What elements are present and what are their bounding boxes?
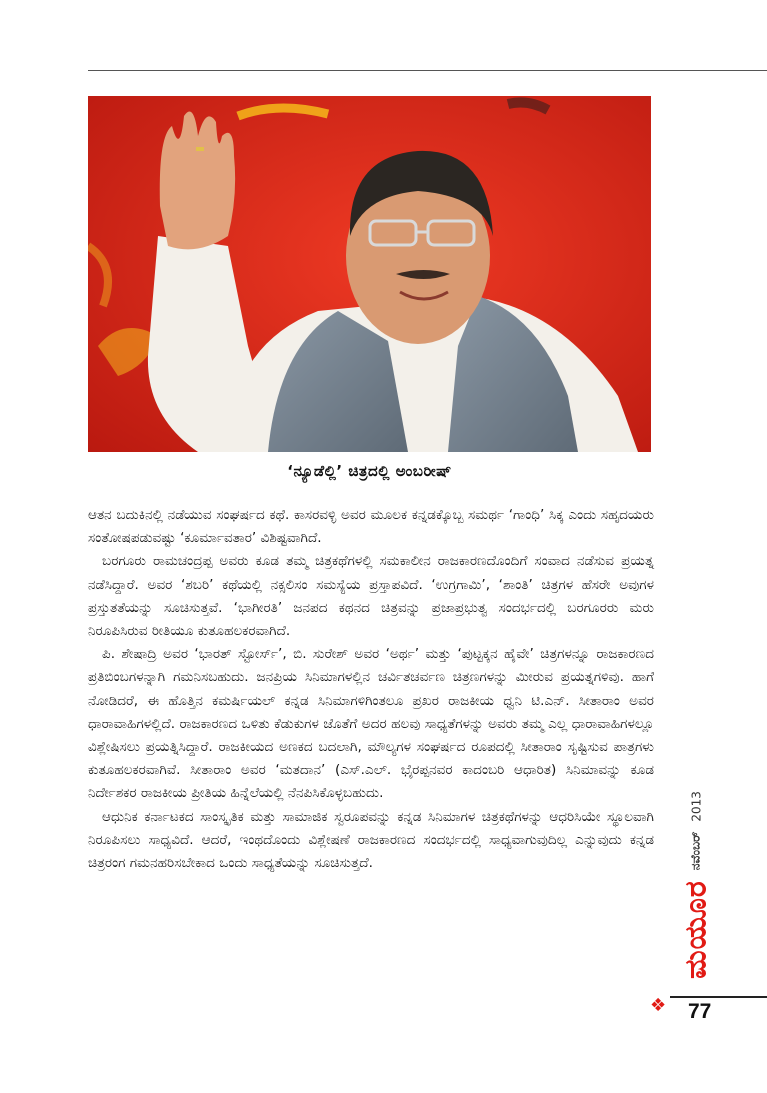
article-paragraph: ಪಿ. ಶೇಷಾದ್ರಿ ಅವರ ‘ಭಾರತ್ ಸ್ಟೋರ್ಸ್’, ಬಿ. ಸುರೇಶ್ ಅವರ ‘ಅರ್ಥ’ ಮತ್ತು ‘ಪುಟ್ಟಕ್ಕನ ಹೈವೇ’ ಚಿತ್ರಗಳನ್ನೂ ರಾಜಕಾರಣದ ಪ್ರತಿಬಿಂಬಗಳನ್ನಾಗಿ ಗಮನಿಸಬಹುದು. ಜನಪ್ರಿಯ ಸಿನಿಮಾಗಳಲ್ಲಿನ ಚರ್ವಿತಚರ್ವಣ ಚಿತ್ರಣಗಳನ್ನು ಮೀರುವ ಪ್ರಯತ್ನಗಳಿವು. ಹಾಗೆ ನೋಡಿದರೆ, ಈ ಹೊತ್ತಿನ ಕಮರ್ಷಿಯಲ್ ಕನ್ನಡ ಸಿನಿಮಾಗಳಿಗಿಂತಲೂ ಪ್ರಖರ ರಾಜಕೀಯ ಧ್ವನಿ ಟಿ.ಎನ್. ಸೀತಾರಾಂ ಅವರ ಧಾರಾವಾಹಿಗಳಲ್ಲಿದೆ. ರಾಜಕಾರಣದ ಒಳಿತು ಕೆಡುಕುಗಳ ಜೊತೆಗೆ ಅದರ ಹಲವು ಸಾಧ್ಯತೆಗಳನ್ನು ಅವರು ತಮ್ಮ ಎಲ್ಲ ಧಾರಾವಾಹಿಗಳಲ್ಲೂ ವಿಶ್ಲೇಷಿಸಲು ಪ್ರಯತ್ನಿಸಿದ್ದಾರೆ. ರಾಜಕೀಯದ ಅಣಕದ ಬದಲಾಗಿ, ಮೌಲ್ಯಗಳ ಸಂಘರ್ಷದ ರೂಪದಲ್ಲಿ ಸೀತಾರಾಂ ಸೃಷ್ಟಿಸುವ ಪಾತ್ರಗಳು ಕುತೂಹಲಕರವಾಗಿವೆ. ಸೀತಾರಾಂ ಅವರ ‘ಮತದಾನ’ (ಎಸ್.ಎಲ್. ಭೈರಪ್ಪನವರ ಕಾದಂಬರಿ ಆಧಾರಿತ) ಸಿನಿಮಾವನ್ನು ಕೂಡ ನಿರ್ದೇಶಕರ ರಾಜಕೀಯ ಪ್ರೀತಿಯ ಹಿನ್ನೆಲೆಯಲ್ಲಿ ನೆನಪಿಸಿಕೊಳ್ಳಬಹುದು.: [88, 646, 654, 802]
article-body: [88, 504, 654, 875]
page-number: 77: [688, 1000, 712, 1023]
article-paragraph: ಆತನ ಬದುಕಿನಲ್ಲಿ ನಡೆಯುವ ಸಂಘರ್ಷದ ಕಥೆ. ಕಾಸರವಳ್ಳಿ ಅವರ ಮೂಲಕ ಕನ್ನಡಕ್ಕೊಬ್ಬ ಸಮರ್ಥ ‘ಗಾಂಧಿ’ ಸಿಕ್ಕ ಎಂದು ಸಹೃದಯರು ಸಂತೋಷಪಡುವಷ್ಟು ‘ಕೂರ್ಮಾವತಾರ’ ವಿಶಿಷ್ಟವಾಗಿದೆ.: [88, 507, 654, 547]
article-photo: [88, 96, 651, 452]
magazine-name: ಮಯೂರ: [678, 880, 714, 979]
header-rule: [88, 70, 767, 71]
footer-rule: [670, 996, 767, 998]
photo-caption: ‘ನ್ಯೂಡೆಲ್ಲಿ’ ಚಿತ್ರದಲ್ಲಿ ಅಂಬರೀಷ್: [287, 462, 452, 480]
article-paragraph: ಬರಗೂರು ರಾಮಚಂದ್ರಪ್ಪ ಅವರು ಕೂಡ ತಮ್ಮ ಚಿತ್ರಕಥೆಗಳಲ್ಲಿ ಸಮಕಾಲೀನ ರಾಜಕಾರಣದೊಂದಿಗೆ ಸಂವಾದ ನಡೆಸುವ ಪ್ರಯತ್ನ ನಡೆಸಿದ್ದಾರೆ. ಅವರ ‘ಶಬರಿ’ ಕಥೆಯಲ್ಲಿ ನಕ್ಸಲಿಸಂ ಸಮಸ್ಯೆಯ ಪ್ರಸ್ತಾಪವಿದೆ. ‘ಉಗ್ರಗಾಮಿ’, ‘ಶಾಂತಿ’ ಚಿತ್ರಗಳ ಹೆಸರೇ ಅವುಗಳ ಪ್ರಸ್ತುತತೆಯನ್ನು ಸೂಚಿಸುತ್ತವೆ. ‘ಭಾಗೀರತಿ’ ಜನಪದ ಕಥನದ ಚಿತ್ರವನ್ನು ಪ್ರಜಾಪ್ರಭುತ್ವ ಸಂದರ್ಭದಲ್ಲಿ ಬರಗೂರರು ಮರು ನಿರೂಪಿಸಿರುವ ರೀತಿಯೂ ಕುತೂಹಲಕರವಾಗಿದೆ.: [88, 553, 654, 640]
article-paragraph: ಆಧುನಿಕ ಕರ್ನಾಟಕದ ಸಾಂಸ್ಕೃತಿಕ ಮತ್ತು ಸಾಮಾಜಿಕ ಸ್ವರೂಪವನ್ನು ಕನ್ನಡ ಸಿನಿಮಾಗಳ ಚಿತ್ರಕಥೆಗಳನ್ನು ಆಧರಿಸಿಯೇ ಸ್ಥೂಲವಾಗಿ ನಿರೂಪಿಸಲು ಸಾಧ್ಯವಿದೆ. ಆದರೆ, ಇಂಥದೊಂದು ವಿಶ್ಲೇಷಣೆ ರಾಜಕಾರಣದ ಸಂದರ್ಭದಲ್ಲಿ ಸಾಧ್ಯವಾಗುವುದಿಲ್ಲ ಎನ್ನುವುದು ಕನ್ನಡ ಚಿತ್ರರಂಗ ಗಮನಹರಿಸಬೇಕಾದ ಒಂದು ಸಾಧ್ಯತೆಯನ್ನು ಸೂಚಿಸುತ್ತದೆ.: [88, 808, 654, 872]
issue-year: 2013: [689, 791, 703, 822]
issue-month: ನವೆಂಬರ್: [688, 831, 703, 871]
magazine-masthead: [676, 778, 716, 992]
ornament-icon: ❖: [650, 995, 667, 1016]
